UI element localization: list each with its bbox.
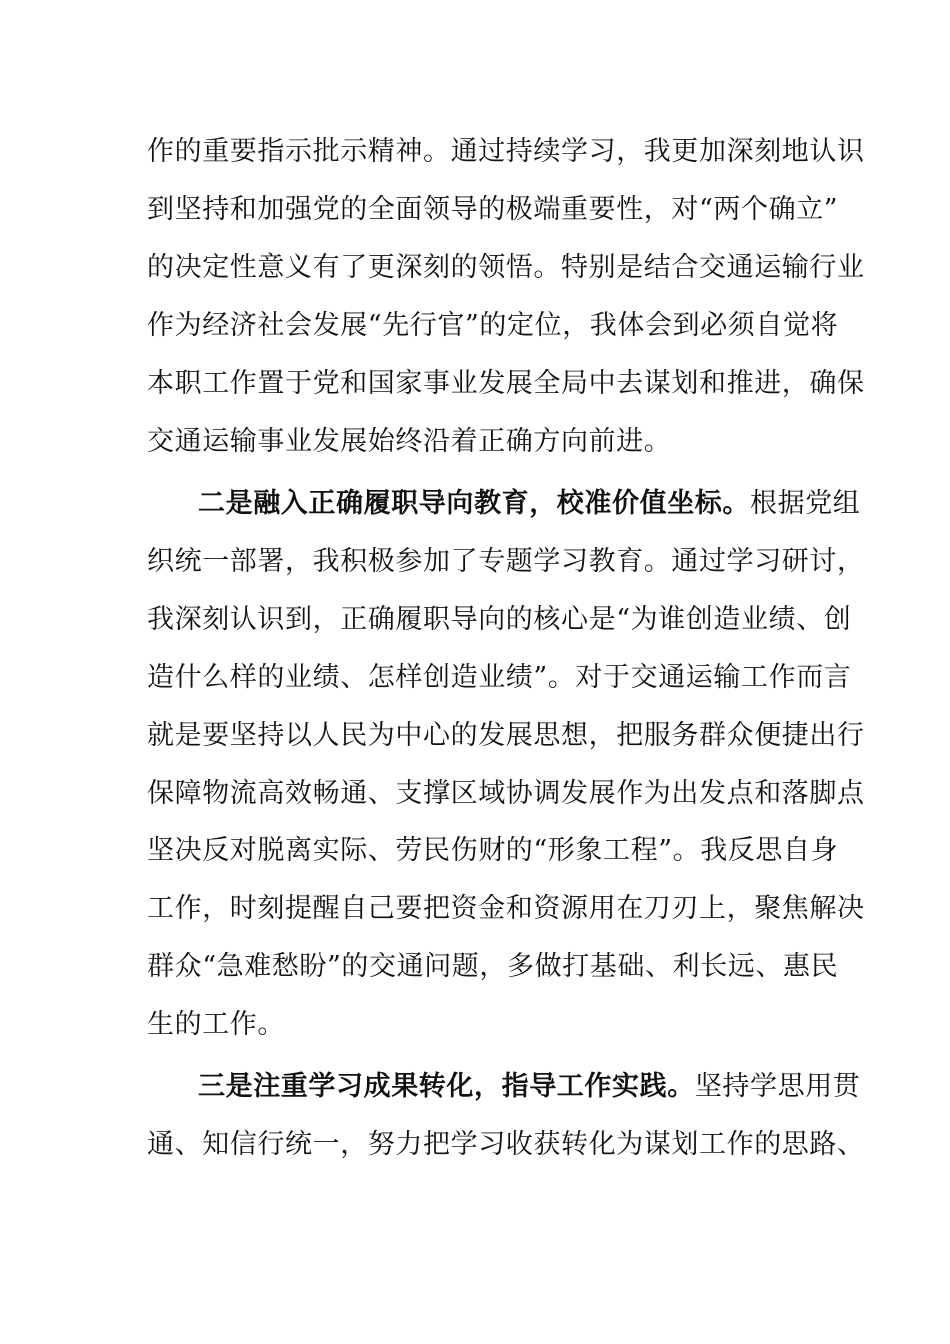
paragraph-2-line-3: 我深刻认识到，正确履职导向的核心是“为谁创造业绩、创: [147, 604, 852, 635]
paragraph-1-line-3: 的决定性意义有了更深刻的领悟。特别是结合交通运输行业: [147, 252, 865, 283]
paragraph-2-line-1: [198, 475, 861, 533]
paragraph-2-heading: 二是融入正确履职导向教育，校准价值坐标。: [198, 488, 750, 519]
paragraph-2-line-4: 造什么样的业绩、怎样创造业绩”。对于交通运输工作而言: [147, 662, 852, 693]
paragraph-2-line-6: 保障物流高效畅通、支撑区域协调发展作为出发点和落脚点: [147, 778, 865, 809]
paragraph-2-line-9: 群众“急难愁盼”的交通问题，多做打基础、利长远、惠民: [147, 951, 839, 982]
paragraph-3-heading: 三是注重学习成果转化，指导工作实践。: [198, 1071, 695, 1102]
paragraph-1-line-2: 到坚持和加强党的全面领导的极端重要性，对“两个确立”: [147, 194, 839, 225]
paragraph-2-line-5: 就是要坚持以人民为中心的发展思想，把服务群众便捷出行: [147, 720, 865, 751]
paragraph-2-line-10: 生的工作。: [147, 1009, 285, 1040]
paragraph-3-line-2: 通、知信行统一，努力把学习收获转化为谋划工作的思路、: [147, 1129, 865, 1160]
paragraph-1-line-1: 作的重要指示批示精神。通过持续学习，我更加深刻地认识: [147, 136, 865, 167]
paragraph-1-line-6: 交通运输事业发展始终沿着正确方向前进。: [147, 426, 672, 457]
paragraph-3-first-line-rest: 坚持学思用贯: [694, 1071, 861, 1102]
paragraph-2-first-line-rest: 根据党组: [750, 488, 861, 519]
paragraph-1-line-4: 作为经济社会发展“先行官”的定位，我体会到必须自觉将: [147, 310, 839, 341]
paragraph-2-line-8: 工作，时刻提醒自己要把资金和资源用在刀刃上，聚焦解决: [147, 893, 865, 924]
paragraph-1-line-5: 本职工作置于党和国家事业发展全局中去谋划和推进，确保: [147, 368, 865, 399]
paragraph-2-line-7: 坚决反对脱离实际、劳民伤财的“形象工程”。我反思自身: [147, 835, 839, 866]
paragraph-3-line-1: [198, 1058, 861, 1116]
paragraph-2-line-2: 织统一部署，我积极参加了专题学习教育。通过学习研讨，: [147, 546, 865, 577]
